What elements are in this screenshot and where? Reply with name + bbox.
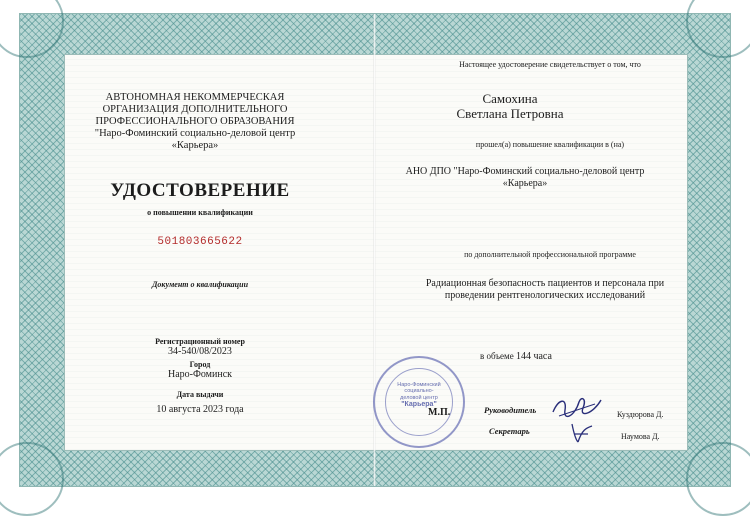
volume-prefix: в объеме bbox=[480, 351, 514, 361]
serial-number: 501803665622 bbox=[157, 236, 243, 248]
document-title: УДОСТОВЕРЕНИЕ bbox=[110, 180, 290, 201]
recipient-name bbox=[400, 92, 620, 122]
program-label: по дополнительной профессиональной программе bbox=[464, 250, 636, 259]
ornament-bottom-left bbox=[0, 442, 64, 516]
org-line: АВТОНОМНАЯ НЕКОММЕРЧЕСКАЯ bbox=[105, 92, 285, 103]
stamp-line: деловой центр bbox=[400, 394, 438, 401]
program-line: Радиационная безопасность пациентов и персонала при bbox=[425, 278, 665, 289]
org-line: «Карьера» bbox=[171, 140, 219, 152]
training-org-line: «Карьера» bbox=[502, 177, 548, 189]
document-type: Документ о квалификации bbox=[151, 280, 249, 289]
city-value: Наро-Фоминск bbox=[167, 368, 233, 380]
training-organization bbox=[400, 166, 650, 189]
issue-date-value: 10 августа 2023 года bbox=[156, 403, 244, 415]
ornament-bottom-right bbox=[686, 442, 750, 516]
training-org-line: АНО ДПО "Наро-Фоминский социально-деловой центр bbox=[405, 166, 645, 177]
secretary-signature bbox=[566, 420, 596, 446]
recipient-surname: Самохина bbox=[482, 91, 538, 106]
org-line: "Наро-Фоминский социально-деловой центр bbox=[94, 128, 296, 140]
document-subtitle: о повышении квалификации bbox=[147, 208, 253, 217]
passed-text: прошел(а) повышение квалификации в (на) bbox=[475, 140, 625, 149]
volume-value: 144 часа bbox=[515, 351, 552, 362]
stamp-line: "Карьера" bbox=[401, 400, 437, 408]
org-line: ПРОФЕССИОНАЛЬНОГО ОБРАЗОВАНИЯ bbox=[95, 116, 295, 128]
program-title bbox=[395, 278, 695, 301]
seal-label: М.П. bbox=[428, 407, 451, 418]
program-line: проведении рентгенологических исследований bbox=[444, 289, 646, 301]
official-stamp bbox=[373, 356, 465, 448]
stamp-line: Наро-Фоминский bbox=[397, 382, 441, 388]
volume bbox=[480, 351, 680, 363]
intro-text: Настоящее удостоверение свидетельствует о том, что bbox=[459, 60, 641, 69]
ornament-top-left bbox=[0, 0, 64, 58]
stamp-text bbox=[389, 382, 449, 409]
recipient-given-names: Светлана Петровна bbox=[456, 105, 564, 121]
issue-date-label: Дата выдачи bbox=[176, 390, 224, 400]
head-signature bbox=[549, 394, 605, 422]
secretary-label: Секретарь bbox=[489, 426, 530, 436]
stamp-line: социально- bbox=[404, 388, 434, 395]
registration-label: Регистрационный номер bbox=[155, 337, 245, 346]
ornament-top-right bbox=[686, 0, 750, 58]
registration-block bbox=[95, 337, 305, 415]
head-label: Руководитель bbox=[484, 405, 537, 415]
city-label: Город bbox=[189, 359, 211, 369]
org-line: ОРГАНИЗАЦИЯ ДОПОЛНИТЕЛЬНОГО bbox=[102, 104, 288, 116]
registration-number: 34-540/08/2023 bbox=[168, 346, 232, 358]
head-name: Куздюрова Д. bbox=[617, 410, 664, 419]
secretary-name: Наумова Д. bbox=[621, 432, 660, 441]
issuer-organization bbox=[90, 92, 300, 152]
